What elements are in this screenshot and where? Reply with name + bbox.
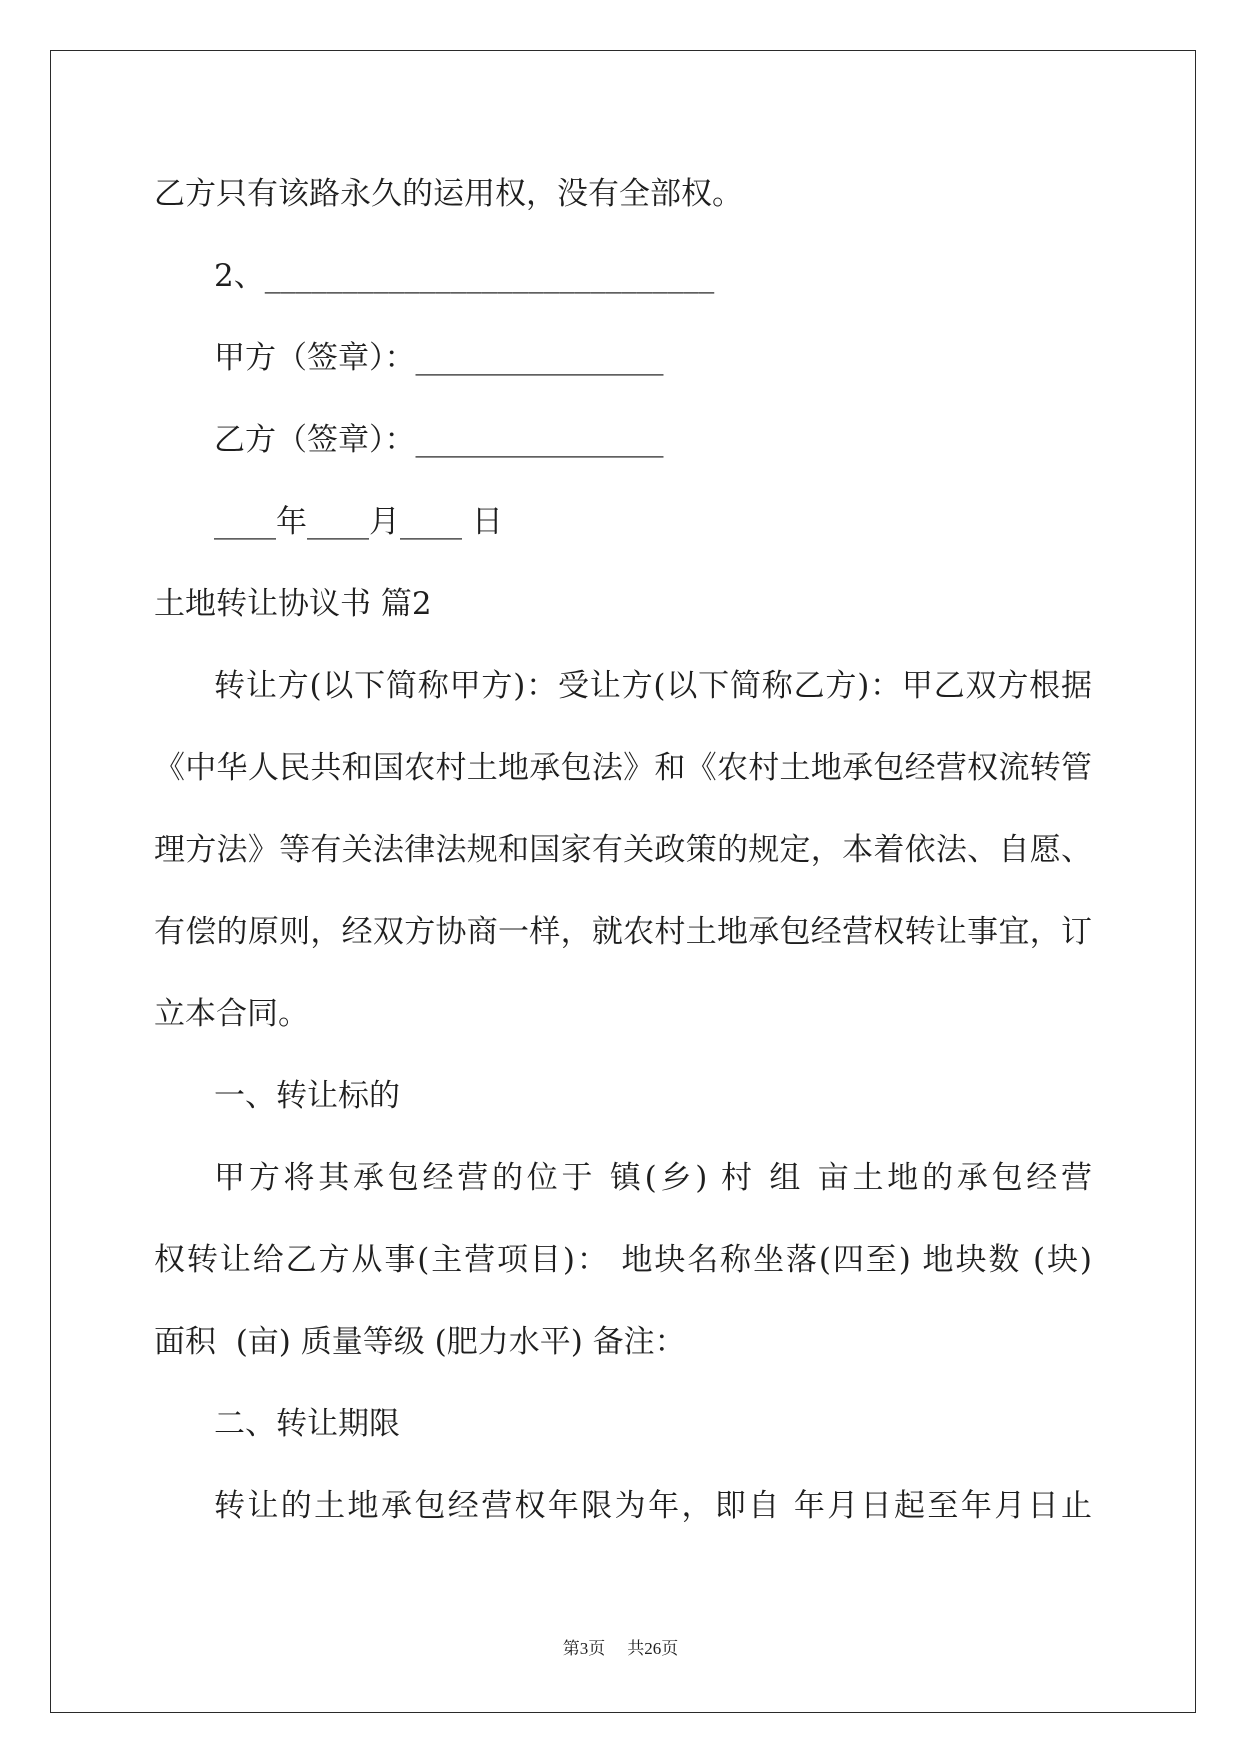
clause-1-line: 权转让给乙方从事(主营项目)： 地块名称坐落(四至) 地块数 (块) <box>154 1242 1092 1278</box>
party-a-signature-label: 甲方（签章）： <box>214 340 416 376</box>
item-2-blank: _____________________________ <box>264 258 715 294</box>
item-2-number: 2、 <box>214 258 265 294</box>
party-b-signature-blank: ________________ <box>415 422 664 458</box>
document-body <box>154 153 1092 1547</box>
preamble-line: 《中华人民共和国农村土地承包法》和《农村土地承包经营权流转管 <box>154 750 1092 786</box>
clause-1-line: 甲方将其承包经营的位于 镇(乡) 村 组 亩土地的承包经营 <box>214 1160 1092 1196</box>
page-footer <box>0 1637 1241 1661</box>
continuation-line: 乙方只有该路永久的运用权，没有全部权。 <box>154 176 743 212</box>
party-b-signature-label: 乙方（签章）： <box>214 422 416 458</box>
party-a-signature-line <box>154 317 1092 399</box>
preamble-line: 立本合同。 <box>154 996 309 1032</box>
page-total: 共26页 <box>627 1639 679 1658</box>
clause-1-heading: 一、转让标的 <box>214 1078 400 1114</box>
preamble-line: 有偿的原则，经双方协商一样，就农村土地承包经营权转让事宜，订 <box>154 914 1092 950</box>
clause-1-line: 面积 (亩) 质量等级 (肥力水平) 备注： <box>154 1324 686 1360</box>
date-line: ____年____月____ 日 <box>214 504 503 540</box>
clause-2-line: 转让的土地承包经营权年限为年，即自 年月日起至年月日止 <box>214 1488 1092 1524</box>
item-2-line <box>154 235 1092 317</box>
preamble-line: 转让方(以下简称甲方)：受让方(以下简称乙方)：甲乙双方根据 <box>214 668 1092 704</box>
preamble-line: 理方法》等有关法律法规和国家有关政策的规定，本着依法、自愿、 <box>154 832 1092 868</box>
party-a-signature-blank: ________________ <box>415 340 664 376</box>
section-title: 土地转让协议书 篇2 <box>154 586 432 622</box>
party-b-signature-line <box>154 399 1092 481</box>
page-number: 第3页 <box>562 1639 606 1658</box>
clause-2-heading: 二、转让期限 <box>214 1406 400 1442</box>
